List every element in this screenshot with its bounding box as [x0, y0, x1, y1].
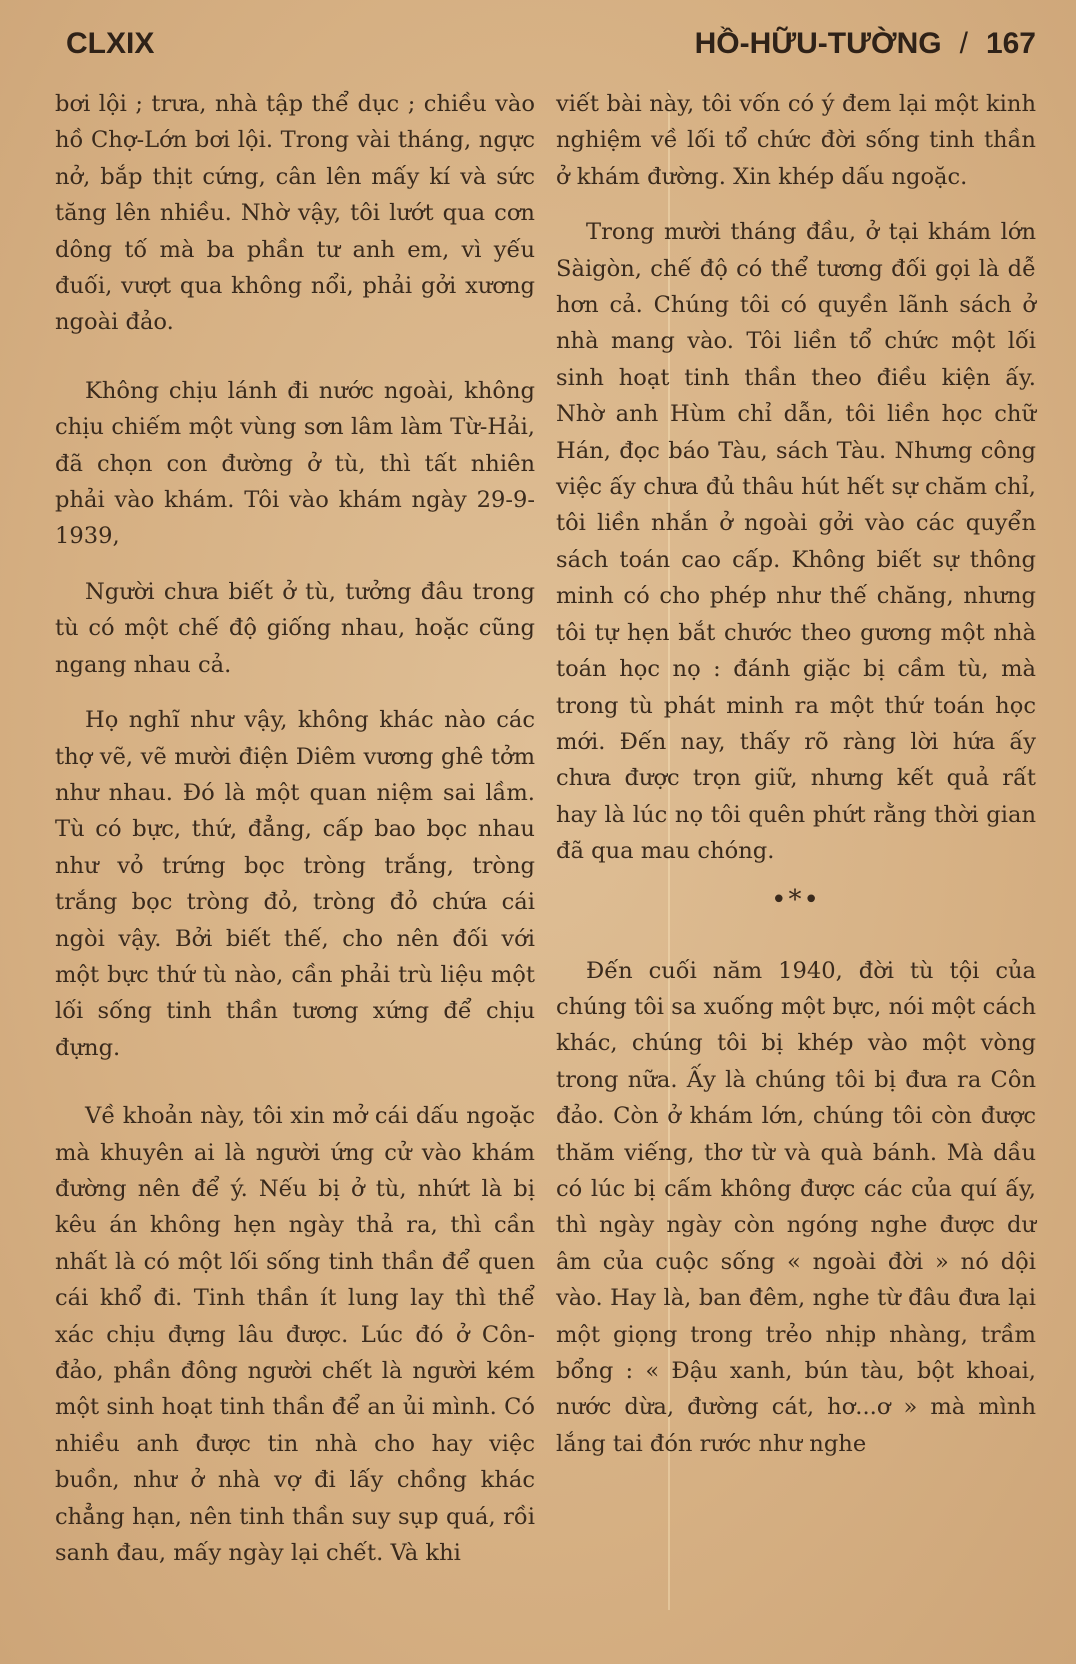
paragraph: Không chịu lánh đi nước ngoài, không chịu chiếm một vùng sơn lâm làm Từ-Hải, đã chọn con đường ở tù, thì tất nhiên phải vào khám. Tôi vào khám ngày 29-9-1939, — [55, 377, 535, 550]
paragraph: Người chưa biết ở tù, tưởng đâu trong tù có một chế độ giống nhau, hoặc cũng ngang nhau cả. — [55, 578, 535, 678]
paragraph: Về khoản này, tôi xin mở cái dấu ngoặc mà khuyên ai là người ứng cử vào khám đường nên để ý. Nếu bị ở tù, nhứt là bị kêu án không hẹn ngày thả ra, thì cần nhất là có một lối sống tinh thần để quen cái khổ đi. Tinh thần ít lung lay thì thể xác chịu đựng lâu được. Lúc đó ở Côn-đảo, phần đông người chết là người kém một sinh hoạt tinh thần để an ủi mình. Có nhiều anh được tin nhà cho hay việc buồn, như ở nhà vợ đi lấy chồng khác chẳng hạn, nên tinh thần suy sụp quá, rồi sanh đau, mấy ngày lại chết. Và khi — [55, 1103, 535, 1567]
page-header — [66, 22, 1036, 66]
paragraph: Đến cuối năm 1940, đời tù tội của chúng tôi sa xuống một bực, nói một cách khác, chúng tôi bị khép vào một vòng trong nữa. Ấy là chúng tôi bị đưa ra Côn đảo. Còn ở khám lớn, chúng tôi còn được thăm viếng, thơ từ và quà bánh. Mà dầu có lúc bị cấm không được các của quí ấy, thì ngày ngày còn ngóng nghe được dư âm của cuộc sống « ngoài đời » nó dội vào. Hay là, ban đêm, nghe từ đâu đưa lại một giọng trong trẻo nhịp nhàng, trầm bổng : « Đậu xanh, bún tàu, bột khoai, nước dừa, đường cát, hơ...ơ » mà mình lắng tai đón rước như nghe — [556, 957, 1036, 1457]
right-column — [556, 86, 1036, 1462]
left-column — [55, 86, 535, 1571]
section-ornament: •*• — [771, 884, 821, 915]
paragraph: Họ nghĩ như vậy, không khác nào các thợ vẽ, vẽ mười điện Diêm vương ghê tởm như nhau. Đó là một quan niệm sai lầm. Tù có bực, thứ, đẳng, cấp bao bọc nhau như vỏ trứng bọc tròng trắng, tròng trắng bọc tròng đỏ, tròng đỏ chứa cái ngòi vậy. Bởi biết thế, cho nên đối với một bực thứ tù nào, cần phải trù liệu một lối sống tinh thần tương xứng để chịu đựng. — [55, 707, 535, 1061]
page-number: 167 — [985, 27, 1036, 60]
author-name: HỒ-HỮU-TƯỜNG — [694, 27, 942, 60]
header-separator: / — [959, 27, 968, 60]
paragraph: bơi lội ; trưa, nhà tập thể dục ; chiều vào hồ Chợ-Lớn bơi lội. Trong vài tháng, ngực nở, bắp thịt cứng, cân lên mấy kí và sức tăng lên nhiều. Nhờ vậy, tôi lướt qua cơn dông tố mà ba phần tư anh em, vì yếu đuối, vượt qua không nổi, phải gởi xương ngoài đảo. — [55, 91, 535, 336]
running-head — [695, 27, 1036, 61]
paragraph: Trong mười tháng đầu, ở tại khám lớn Sàigòn, chế độ có thể tương đối gọi là dễ hơn cả. Chúng tôi có quyền lãnh sách ở nhà mang vào. Tôi liền tổ chức một lối sinh hoạt tinh thần theo điều kiện ấy. Nhờ anh Hùm chỉ dẫn, tôi liền học chữ Hán, đọc báo Tàu, sách Tàu. Nhưng công việc ấy chưa đủ thâu hút hết sự chăm chỉ, tôi liền nhắn ở ngoài gởi vào các quyển sách toán cao cấp. Không biết sự thông minh có cho phép như thế chăng, nhưng tôi tự hẹn bắt chước theo gương một nhà toán học nọ : đánh giặc bị cầm tù, mà trong tù phát minh ra một thứ toán học mới. Đến nay, thấy rõ ràng lời hứa ấy chưa được trọn giữ, nhưng kết quả rất hay là lúc nọ tôi quên phứt rằng thời gian đã qua mau chóng. — [556, 219, 1036, 865]
paragraph: viết bài này, tôi vốn có ý đem lại một kinh nghiệm về lối tổ chức đời sống tinh thần ở khám đường. Xin khép dấu ngoặc. — [556, 91, 1036, 190]
page-label: CLXIX — [66, 27, 155, 60]
